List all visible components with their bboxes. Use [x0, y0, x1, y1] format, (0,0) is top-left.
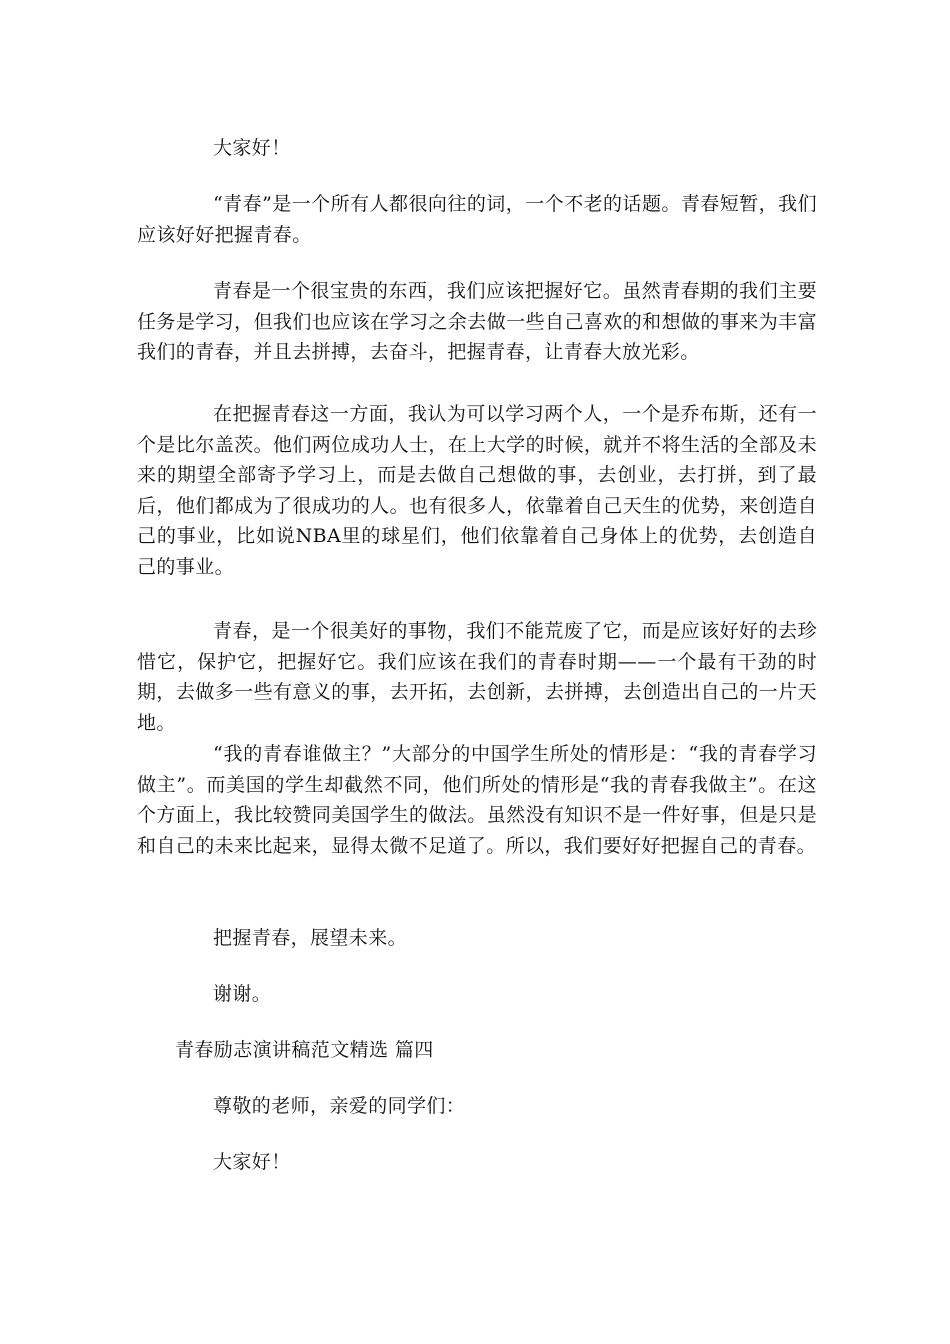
- thanks-paragraph: 谢谢。: [213, 983, 272, 1005]
- body-paragraph-4: 青春，是一个很美好的事物，我们不能荒废了它，而是应该好好的去珍惜它，保护它，把握好它。我们应该在我们的青春时期——一个最有干劲的时期，去做多一些有意义的事，去开拓，去创新，去拼搏，去创造出自己的一片天地。: [137, 620, 817, 734]
- closing-paragraph: 把握青春，展望未来。: [213, 927, 408, 949]
- greeting-paragraph: 大家好！: [213, 137, 291, 159]
- body-paragraph-2: 青春是一个很宝贵的东西，我们应该把握好它。虽然青春期的我们主要任务是学习，但我们也应该在学习之余去做一些自己喜欢的和想做的事来为丰富我们的青春，并且去拼搏，去奋斗，把握青春，让青春大放光彩。: [137, 280, 817, 363]
- salutation-paragraph: 尊敬的老师，亲爱的同学们：: [213, 1095, 466, 1117]
- body-paragraph-5: “我的青春谁做主？”大部分的中国学生所处的情形是：“我的青春学习做主”。而美国的学生却截然不同，他们所处的情形是“我的青春我做主”。在这个方面上，我比较赞同美国学生的做法。虽然没有知识不是一件好事，但是只是和自己的未来比起来，显得太微不足道了。所以，我们要好好把握自己的青春。: [137, 743, 817, 857]
- body-paragraph-3: 在把握青春这一方面，我认为可以学习两个人，一个是乔布斯，还有一个是比尔盖茨。他们两位成功人士，在上大学的时候，就并不将生活的全部及未来的期望全部寄予学习上，而是去做自己想做的事，去创业，去打拼，到了最后，他们都成为了很成功的人。也有很多人，依靠着自己天生的优势，来创造自己的事业，比如说NBA里的球星们，他们依靠着自己身体上的优势，去创造自己的事业。: [137, 403, 817, 578]
- body-paragraph-1: “青春”是一个所有人都很向往的词，一个不老的话题。青春短暂，我们应该好好把握青春。: [137, 193, 817, 246]
- section-heading: 青春励志演讲稿范文精选 篇四: [175, 1039, 434, 1061]
- greeting-paragraph-2: 大家好！: [213, 1151, 291, 1173]
